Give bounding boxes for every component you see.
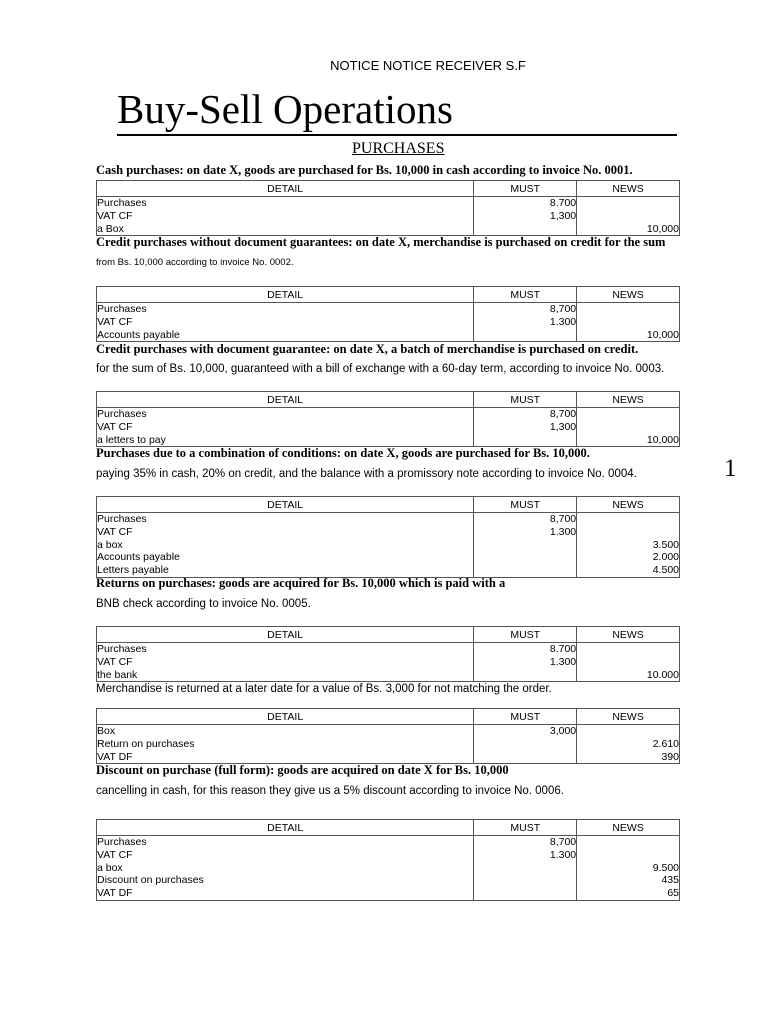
table-row xyxy=(97,874,680,887)
detail-cell: VAT CF xyxy=(97,656,474,669)
block-description: Cash purchases: on date X, goods are purchased for Bs. 10,000 in cash according to invoice No. 0001. xyxy=(96,163,633,177)
news-cell xyxy=(577,526,680,539)
must-cell: 8,700 xyxy=(474,836,577,849)
block-description: Returns on purchases: goods are acquired for Bs. 10,000 which is paid with a xyxy=(96,576,506,590)
detail-header: DETAIL xyxy=(97,709,474,725)
detail-cell: Discount on purchases xyxy=(97,874,474,887)
journal-entry-table xyxy=(96,626,680,682)
must-header: MUST xyxy=(474,709,577,725)
news-cell xyxy=(577,836,680,849)
news-cell: 10,000 xyxy=(577,223,680,236)
news-cell xyxy=(577,210,680,223)
must-cell: 8.700 xyxy=(474,643,577,656)
table-row xyxy=(97,738,680,751)
table-row xyxy=(97,643,680,656)
detail-cell: a letters to pay xyxy=(97,434,474,447)
news-cell xyxy=(577,408,680,421)
detail-header: DETAIL xyxy=(97,392,474,408)
news-cell xyxy=(577,421,680,434)
must-cell xyxy=(474,551,577,564)
detail-cell: a box xyxy=(97,862,474,875)
must-header: MUST xyxy=(474,627,577,643)
detail-cell: Purchases xyxy=(97,303,474,316)
table-row xyxy=(97,408,680,421)
table-row xyxy=(97,526,680,539)
header-note: NOTICE NOTICE RECEIVER S.F xyxy=(330,58,526,73)
detail-cell: a Box xyxy=(97,223,474,236)
must-cell xyxy=(474,751,577,764)
table-row xyxy=(97,551,680,564)
detail-cell: VAT DF xyxy=(97,887,474,900)
must-cell: 8,700 xyxy=(474,408,577,421)
section-title: PURCHASES xyxy=(352,140,445,157)
table-row xyxy=(97,887,680,900)
table-row xyxy=(97,669,680,682)
must-cell xyxy=(474,874,577,887)
news-cell xyxy=(577,656,680,669)
news-cell xyxy=(577,643,680,656)
news-cell: 10,000 xyxy=(577,434,680,447)
table-row xyxy=(97,862,680,875)
news-cell: 10.000 xyxy=(577,669,680,682)
block-description: Credit purchases without document guarantees: on date X, merchandise is purchased on credit for the sum xyxy=(96,235,666,249)
must-cell xyxy=(474,669,577,682)
must-cell xyxy=(474,738,577,751)
table-row xyxy=(97,539,680,552)
must-cell: 1.300 xyxy=(474,656,577,669)
table-row xyxy=(97,656,680,669)
detail-cell: VAT CF xyxy=(97,210,474,223)
block-subdescription: cancelling in cash, for this reason they give us a 5% discount according to invoice No. 0006. xyxy=(96,785,564,797)
detail-cell: the bank xyxy=(97,669,474,682)
journal-entry-table xyxy=(96,708,680,764)
table-row xyxy=(97,316,680,329)
block-description: Credit purchases with document guarantee: on date X, a batch of merchandise is purchased on credit. xyxy=(96,342,639,356)
detail-cell: VAT CF xyxy=(97,316,474,329)
must-cell: 8,700 xyxy=(474,303,577,316)
block-subdescription: BNB check according to invoice No. 0005. xyxy=(96,598,311,610)
must-header: MUST xyxy=(474,497,577,513)
must-cell: 1,300 xyxy=(474,210,577,223)
table-row xyxy=(97,725,680,738)
must-header: MUST xyxy=(474,392,577,408)
page-number: 1 xyxy=(724,455,737,482)
news-cell: 9.500 xyxy=(577,862,680,875)
must-header: MUST xyxy=(474,181,577,197)
detail-cell: VAT CF xyxy=(97,849,474,862)
must-cell: 8,700 xyxy=(474,513,577,526)
news-header: NEWS xyxy=(577,820,680,836)
news-header: NEWS xyxy=(577,181,680,197)
detail-cell: Accounts payable xyxy=(97,551,474,564)
table-row xyxy=(97,836,680,849)
detail-cell: Purchases xyxy=(97,408,474,421)
block-subdescription: from Bs. 10,000 according to invoice No. 0002. xyxy=(96,257,294,268)
detail-header: DETAIL xyxy=(97,181,474,197)
must-cell: 1.300 xyxy=(474,316,577,329)
news-header: NEWS xyxy=(577,627,680,643)
journal-entry-table xyxy=(96,819,680,901)
must-cell: 1.300 xyxy=(474,849,577,862)
news-cell xyxy=(577,725,680,738)
news-cell: 10,000 xyxy=(577,329,680,342)
must-header: MUST xyxy=(474,287,577,303)
table-row xyxy=(97,329,680,342)
journal-entry-table xyxy=(96,391,680,447)
detail-header: DETAIL xyxy=(97,497,474,513)
detail-cell: VAT CF xyxy=(97,421,474,434)
table-row xyxy=(97,421,680,434)
news-cell: 3.500 xyxy=(577,539,680,552)
table-row xyxy=(97,513,680,526)
detail-header: DETAIL xyxy=(97,287,474,303)
must-cell xyxy=(474,539,577,552)
journal-entry-table xyxy=(96,180,680,236)
news-cell xyxy=(577,513,680,526)
block-description: Discount on purchase (full form): goods are acquired on date X for Bs. 10,000 xyxy=(96,763,509,777)
news-header: NEWS xyxy=(577,497,680,513)
news-header: NEWS xyxy=(577,709,680,725)
detail-header: DETAIL xyxy=(97,627,474,643)
table-row xyxy=(97,303,680,316)
detail-cell: VAT CF xyxy=(97,526,474,539)
table-row xyxy=(97,434,680,447)
news-cell: 435 xyxy=(577,874,680,887)
must-cell xyxy=(474,862,577,875)
news-header: NEWS xyxy=(577,287,680,303)
detail-cell: VAT DF xyxy=(97,751,474,764)
detail-cell: Purchases xyxy=(97,836,474,849)
news-cell xyxy=(577,197,680,210)
detail-cell: Accounts payable xyxy=(97,329,474,342)
must-cell xyxy=(474,223,577,236)
detail-cell: Box xyxy=(97,725,474,738)
news-cell: 390 xyxy=(577,751,680,764)
must-header: MUST xyxy=(474,820,577,836)
page-title: Buy-Sell Operations xyxy=(117,84,677,136)
detail-cell: Return on purchases xyxy=(97,738,474,751)
table-row xyxy=(97,849,680,862)
news-cell: 2.610 xyxy=(577,738,680,751)
table-row xyxy=(97,197,680,210)
must-cell: 1.300 xyxy=(474,526,577,539)
table-row xyxy=(97,751,680,764)
block-description: Merchandise is returned at a later date for a value of Bs. 3,000 for not matching the order. xyxy=(96,683,552,695)
table-row xyxy=(97,210,680,223)
news-cell: 4.500 xyxy=(577,564,680,577)
news-header: NEWS xyxy=(577,392,680,408)
news-cell xyxy=(577,316,680,329)
block-subdescription: for the sum of Bs. 10,000, guaranteed with a bill of exchange with a 60-day term, according to invoice No. 0003. xyxy=(96,363,665,375)
detail-cell: Purchases xyxy=(97,643,474,656)
news-cell: 65 xyxy=(577,887,680,900)
news-cell: 2.000 xyxy=(577,551,680,564)
block-subdescription: paying 35% in cash, 20% on credit, and the balance with a promissory note according to invoice No. 0004. xyxy=(96,468,637,480)
news-cell xyxy=(577,303,680,316)
detail-cell: a box xyxy=(97,539,474,552)
must-cell: 8.700 xyxy=(474,197,577,210)
news-cell xyxy=(577,849,680,862)
table-row xyxy=(97,223,680,236)
journal-entry-table xyxy=(96,286,680,342)
must-cell xyxy=(474,434,577,447)
must-cell xyxy=(474,329,577,342)
must-cell: 3,000 xyxy=(474,725,577,738)
must-cell xyxy=(474,887,577,900)
detail-cell: Letters payable xyxy=(97,564,474,577)
journal-entry-table xyxy=(96,496,680,578)
detail-header: DETAIL xyxy=(97,820,474,836)
must-cell: 1,300 xyxy=(474,421,577,434)
detail-cell: Purchases xyxy=(97,197,474,210)
detail-cell: Purchases xyxy=(97,513,474,526)
block-description: Purchases due to a combination of conditions: on date X, goods are purchased for Bs. 10,000. xyxy=(96,446,590,460)
